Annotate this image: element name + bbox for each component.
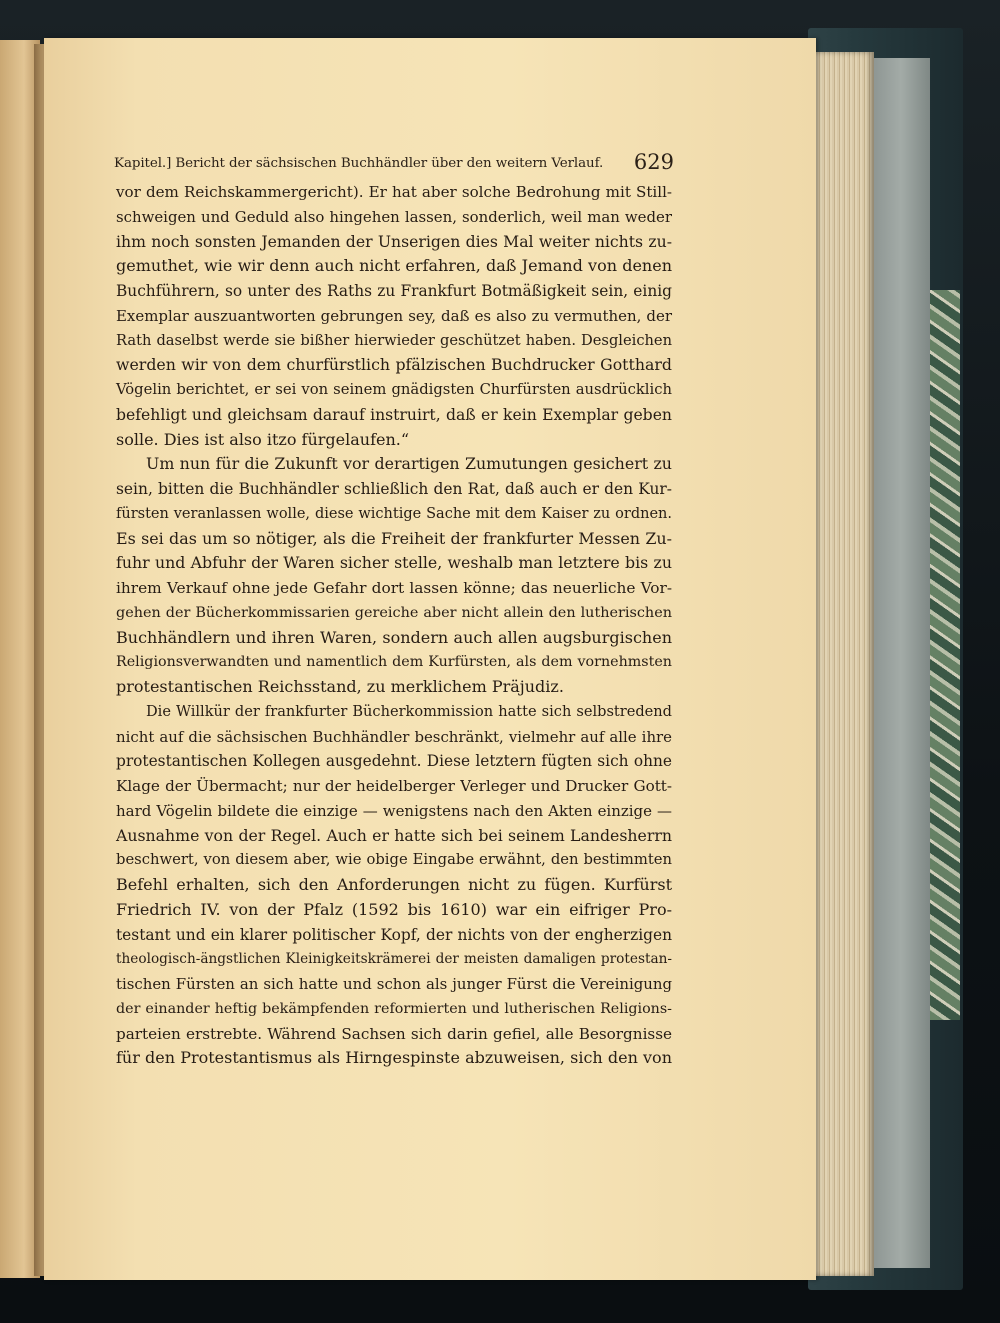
text-line: Exemplar auszuantworten gebrungen sey, daß es also zu vermuthen, der: [116, 306, 672, 325]
text-line: hard Vögelin bildete die einzige — wenigstens nach den Akten einzige —: [116, 801, 672, 820]
text-line: beschwert, von diesem aber, wie obige Eingabe erwähnt, den bestimmten: [116, 851, 672, 869]
text-line: fuhr und Abfuhr der Waren sicher stelle, weshalb man letztere bis zu: [116, 553, 672, 573]
text-line: Es sei das um so nötiger, als die Freiheit der frankfurter Messen Zu-: [116, 528, 672, 548]
text-line: Ausnahme von der Regel. Auch er hatte sich bei seinem Landesherrn: [116, 825, 672, 845]
running-head-text: Kapitel.] Bericht der sächsischen Buchhändler über den weitern Verlauf.: [114, 156, 604, 171]
text-line: für den Protestantismus als Hirngespinste abzuweisen, sich den von: [116, 1048, 672, 1068]
page-edges-stack: [812, 52, 874, 1276]
body-text: [116, 180, 672, 1071]
text-line: Religionsverwandten und namentlich dem Kurfürsten, als dem vornehmsten: [116, 654, 672, 671]
text-line: Friedrich IV. von der Pfalz (1592 bis 1610) war ein eifriger Pro-: [116, 899, 672, 919]
text-line: fürsten veranlassen wolle, diese wichtige Sache mit dem Kaiser zu ordnen.: [116, 505, 672, 522]
text-line: befehligt und gleichsam darauf instruirt, daß er kein Exemplar geben: [116, 404, 672, 424]
text-line: protestantischen Kollegen ausgedehnt. Diese letztern fügten sich ohne: [116, 752, 672, 771]
text-line: schweigen und Geduld also hingehen lassen, sonderlich, weil man weder: [116, 207, 672, 226]
text-line: Buchführern, so unter des Raths zu Frankfurt Botmäßigkeit sein, einig: [116, 282, 672, 300]
text-line: protestantischen Reichsstand, zu merklichem Präjudiz.: [116, 677, 564, 696]
text-line: gehen der Bücherkommissarien gereiche aber nicht allein den lutherischen: [116, 604, 672, 621]
text-line: nicht auf die sächsischen Buchhändler beschränkt, vielmehr auf alle ihre: [116, 727, 672, 746]
running-head: [114, 150, 674, 180]
text-line: ihm noch sonsten Jemanden der Unserigen dies Mal weiter nichts zu-: [116, 231, 672, 251]
text-line: tischen Fürsten an sich hatte und schon als junger Fürst die Vereinigung: [116, 975, 672, 993]
text-line: Buchhändlern und ihren Waren, sondern auch allen augsburgischen: [116, 627, 672, 647]
text-line: Um nun für die Zukunft vor derartigen Zumutungen gesichert zu: [146, 454, 672, 474]
text-line: sein, bitten die Buchhändler schließlich den Rat, daß auch er den Kur-: [116, 480, 672, 498]
text-line: der einander heftig bekämpfenden reformierten und lutherischen Religions-: [116, 1000, 672, 1017]
text-line: Rath daselbst werde sie bißher hierwieder geschützet haben. Desgleichen: [116, 331, 672, 349]
endpaper: [872, 58, 930, 1268]
marbled-endpaper-edge: [928, 290, 960, 1020]
page-number: 629: [633, 150, 674, 174]
text-line: werden wir von dem churfürstlich pfälzischen Buchdrucker Gotthard: [116, 355, 672, 375]
text-line: parteien erstrebte. Während Sachsen sich darin gefiel, alle Besorgnisse: [116, 1024, 672, 1043]
text-line: gemuthet, wie wir denn auch nicht erfahren, daß Jemand von denen: [116, 256, 672, 276]
text-line: ihrem Verkauf ohne jede Gefahr dort lassen könne; das neuerliche Vor-: [116, 579, 672, 597]
text-line: testant und ein klarer politischer Kopf, der nichts von der engherzigen: [116, 925, 672, 944]
text-line: theologisch-ängstlichen Kleinigkeitskrämerei der meisten damaligen protestan-: [116, 951, 672, 968]
text-line: solle. Dies ist also itzo fürgelaufen.“: [116, 429, 410, 449]
text-line: Vögelin berichtet, er sei von seinem gnädigsten Churfürsten ausdrücklich: [116, 381, 672, 398]
text-line: Die Willkür der frankfurter Bücherkommission hatte sich selbstredend: [146, 702, 672, 720]
text-line: Klage der Übermacht; nur der heidelberger Verleger und Drucker Gott-: [116, 777, 672, 795]
text-line: vor dem Reichskammergericht). Er hat aber solche Bedrohung mit Still-: [116, 183, 672, 201]
text-line: Befehl erhalten, sich den Anforderungen nicht zu fügen. Kurfürst: [116, 875, 672, 894]
